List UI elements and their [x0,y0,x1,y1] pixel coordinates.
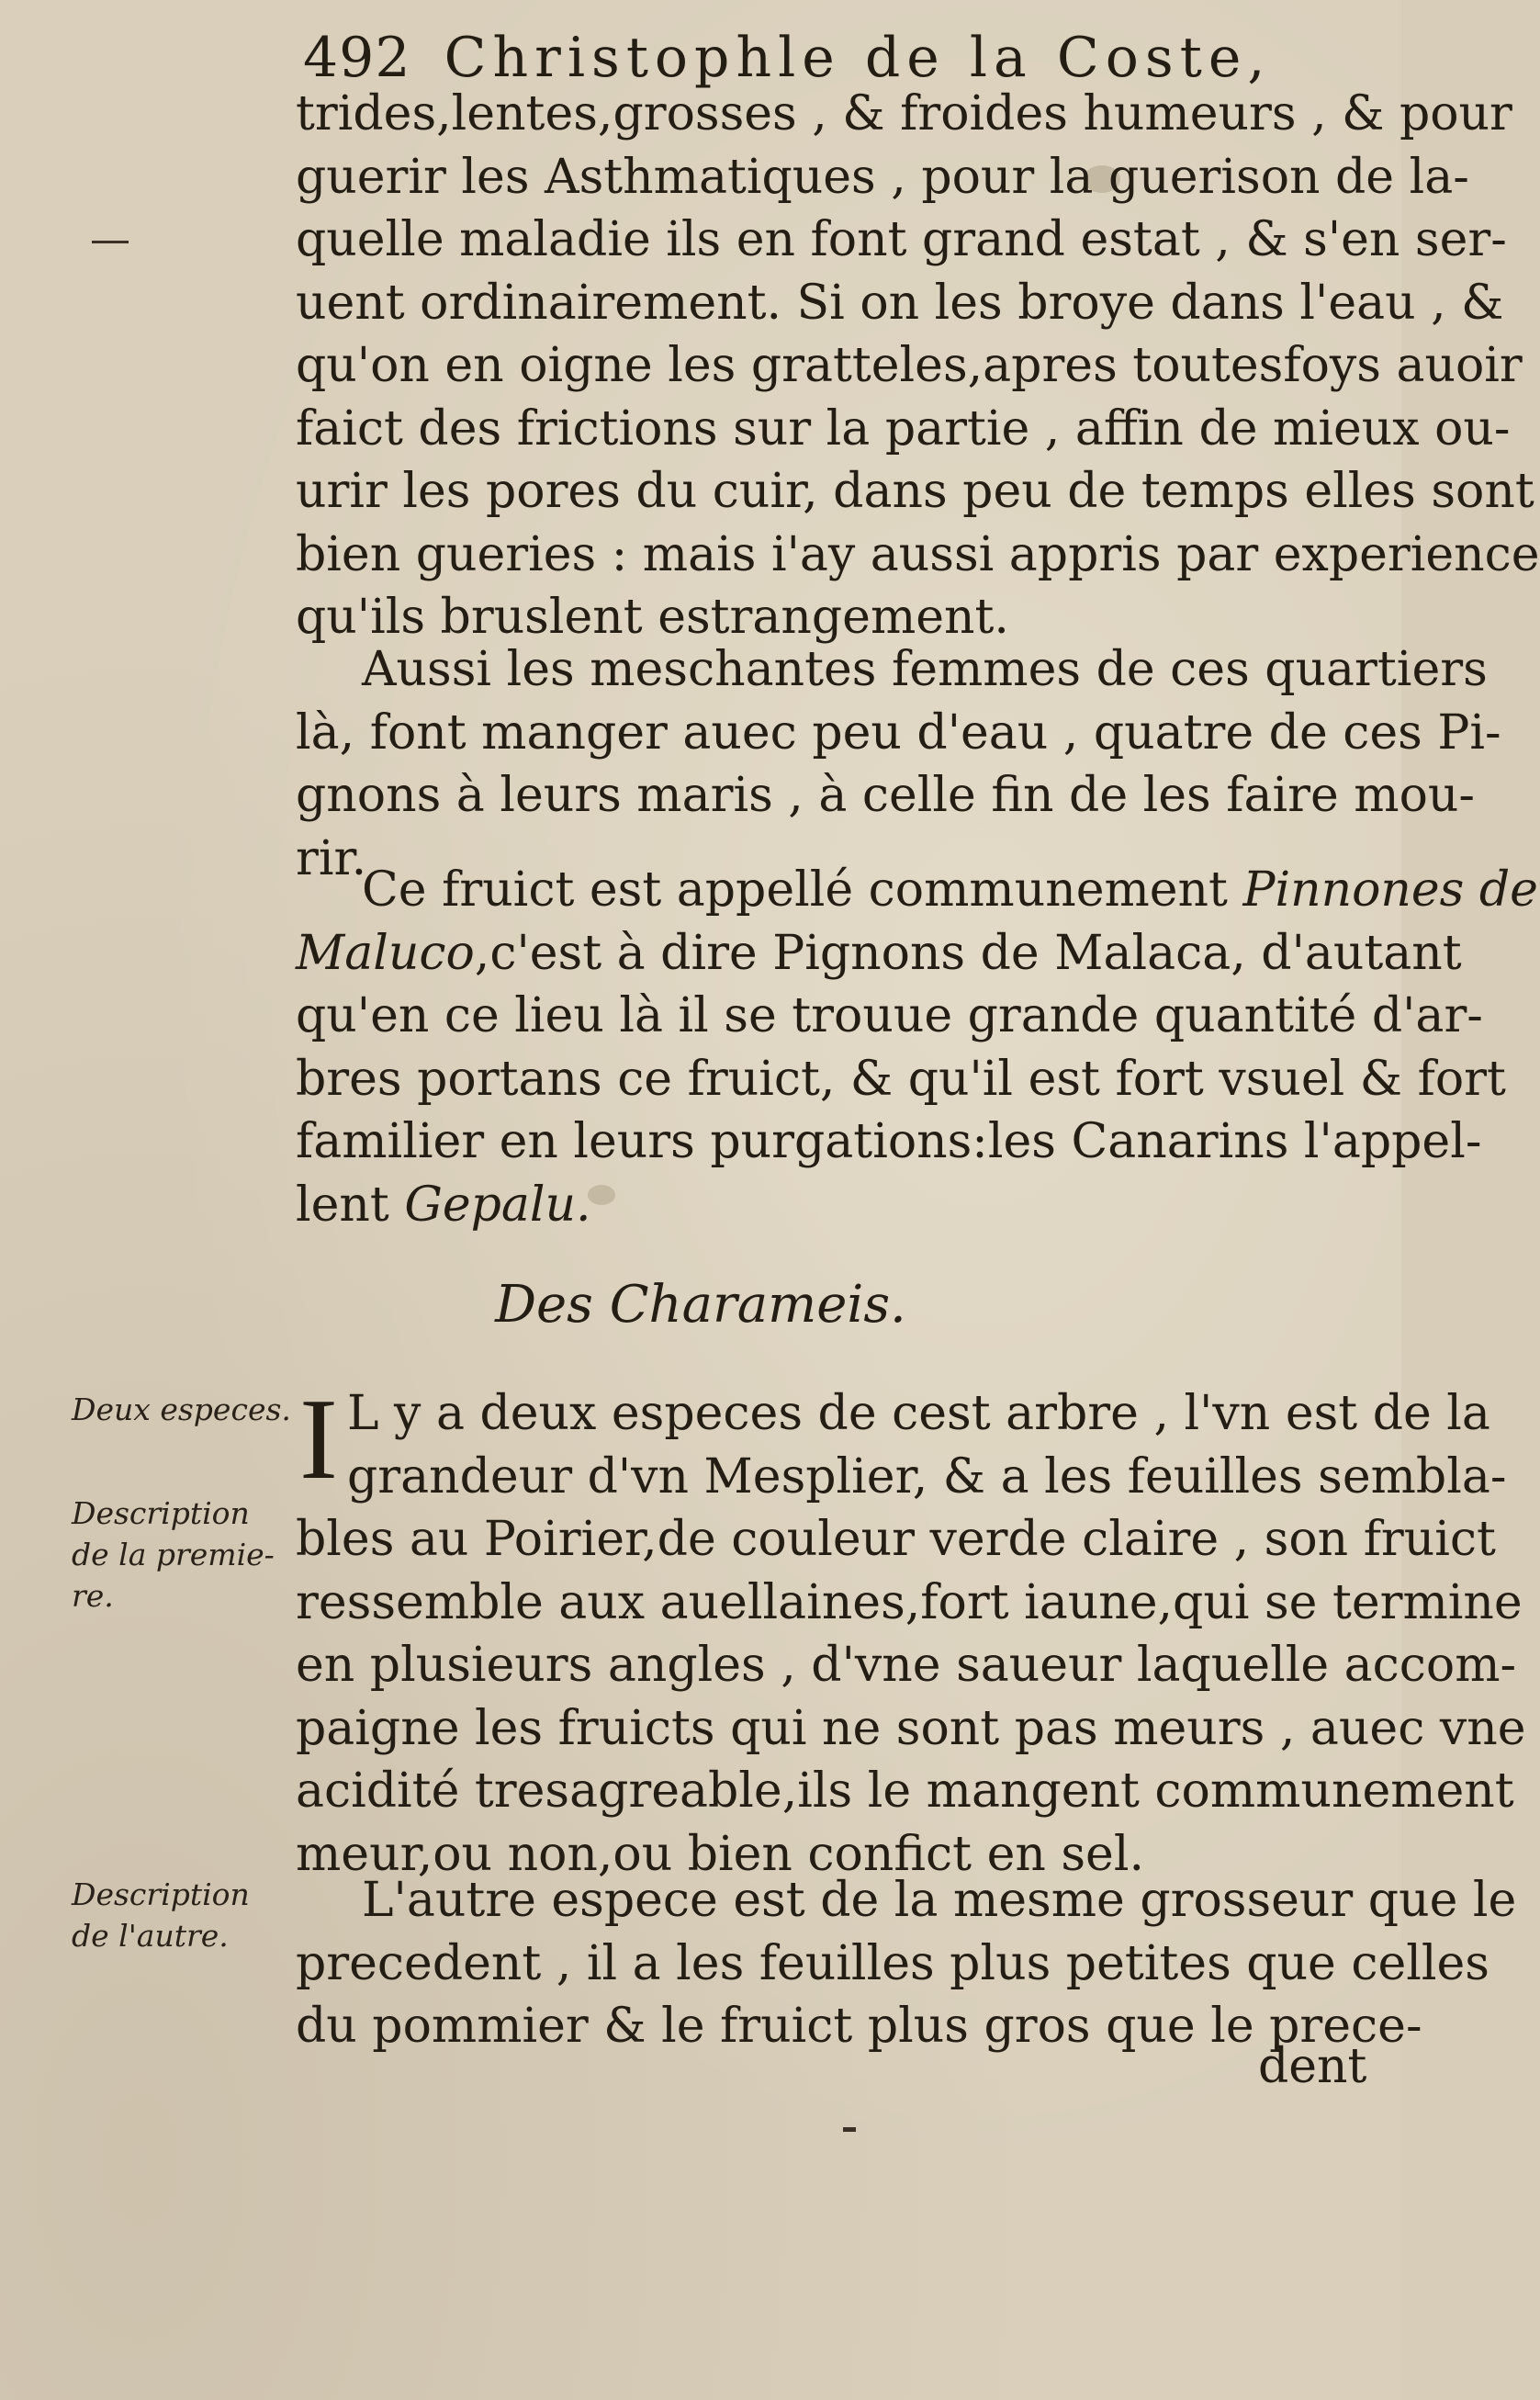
text-line: du pommier & le fruict plus gros que le prece- [296,1999,1422,2054]
paragraph-4 [296,1376,1526,1886]
page-number: 492 [303,26,411,90]
text-line: grandeur d'vn Mesplier, & a les feuilles sembla- [347,1448,1507,1504]
text-line: familier en leurs purgations:les Canarins l'appel- [296,1114,1482,1169]
text-line: meur,ou non,ou bien confict en sel. [296,1826,1144,1882]
text-line: ressemble aux auellaines,fort iaune,qui se termine [296,1574,1523,1630]
text-line: acidité tresagreable,ils le mangent communement [296,1763,1514,1819]
text-line: uent ordinairement. Si on les broye dans l'eau , & [296,275,1504,331]
text-line: precedent , il a les feuilles plus petites que celles [296,1935,1489,1991]
paragraph-2 [296,638,1501,890]
text-line [296,1174,1370,1237]
italic-term: Maluco [296,925,475,981]
text-line: bles au Poirier,de couleur verde claire , son fruict [296,1512,1496,1567]
text-line: bres portans ce fruict, & qu'il est fort vsuel & fort [296,1051,1506,1107]
text-line: Aussi les meschantes femmes de ces quartiers [362,642,1488,697]
margin-note-line: de la premie- [72,1537,275,1572]
italic-term: Pinnones de [1242,862,1538,918]
text-line: gnons à leurs maris , à celle fin de les faire mou- [296,768,1475,823]
drop-cap: I [299,1376,338,1504]
text-run: Ce fruict est appellé communement [362,862,1243,918]
text-line: qu'en ce lieu là il se trouue grande quantité d'ar- [296,988,1483,1043]
text-line: L'autre espece est de la mesme grosseur que le [362,1873,1517,1928]
catchword: dent [1258,2039,1367,2094]
text-line: L y a deux especes de cest arbre , l'vn est de la [347,1386,1490,1441]
margin-mark [92,241,129,243]
text-line: qu'on en oigne les gratteles,apres toutesfoys auoir [296,338,1523,393]
running-title: Christophle de la Coste, [444,26,1272,90]
text-line: rir. [296,830,367,886]
text-line: en plusieurs angles , d'vne saueur laquelle accom- [296,1638,1517,1693]
text-line: bien gueries : mais i'ay aussi appris par experience [296,526,1540,582]
text-line: trides,lentes,grosses , & froides humeurs , & pour [296,86,1512,141]
text-run: ,c'est à dire Pignons de Malaca, d'autant [474,925,1462,981]
margin-note-line: Description [72,1495,250,1531]
margin-note-two-species: Deux especes. [72,1392,291,1427]
margin-note-line: re. [72,1578,114,1614]
text-line: urir les pores du cuir, dans peu de temps elles sont [296,464,1534,519]
margin-note-line: Description [72,1876,250,1912]
text-line [296,859,1538,922]
text-line: qu'ils bruslent estrangement. [296,590,1009,645]
text-line [296,922,1462,986]
page-mark [843,2127,856,2132]
paragraph-1 [296,83,1540,649]
text-run: lent [296,1177,405,1233]
text-line: quelle maladie ils en font grand estat , & s'en ser- [296,212,1507,267]
italic-term: Gepalu. [404,1177,591,1233]
text-line: faict des frictions sur la partie , affin de mieux ou- [296,400,1511,456]
text-line: paigne les fruicts qui ne sont pas meurs , auec vne [296,1700,1526,1756]
margin-note-line: de l'autre. [72,1918,229,1954]
text-line: guerir les Asthmatiques , pour la guerison de la- [296,149,1469,205]
text-line: là, font manger auec peu d'eau , quatre de ces Pi- [296,704,1501,761]
paragraph-5 [296,1869,1517,2058]
section-title: Des Charameis. [495,1275,906,1335]
margin-note-second-description [72,1874,250,1956]
running-header [303,26,1359,90]
margin-note-first-description [72,1493,275,1617]
paragraph-3 [296,859,1538,1236]
